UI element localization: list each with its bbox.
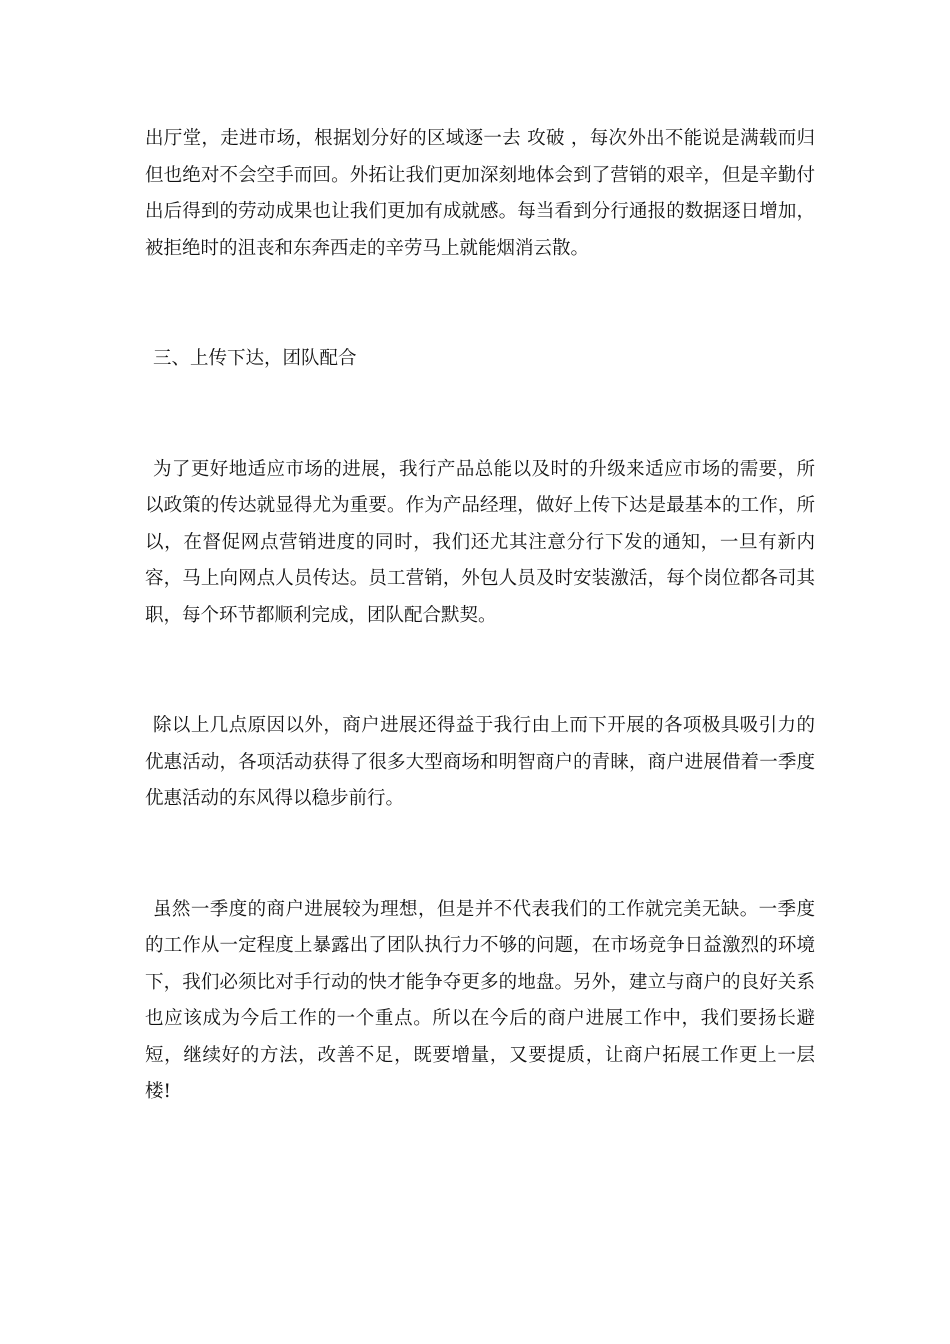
paragraph-policy-communication: 为了更好地适应市场的进展，我行产品总能以及时的升级来适应市场的需要，所以政策的传达就显得尤为重要。作为产品经理，做好上传下达是最基本的工作，所以，在督促网点营销进度的同时，我们还尤其注意分行下发的通知，一旦有新内容，马上向网点人员传达。员工营销，外包人员及时安装激活，每个岗位都各司其职，每个环节都顺利完成，团队配合默契。 [145,458,815,626]
paragraph-promotions: 除以上几点原因以外，商户进展还得益于我行由上而下开展的各项极具吸引力的优惠活动，各项活动获得了很多大型商场和明智商户的青睐，商户进展借着一季度优惠活动的东风得以稳步前行。 [145,715,815,809]
paragraph-gap [145,378,815,452]
document-page [145,121,815,1111]
paragraph-summary-outlook: 虽然一季度的商户进展较为理想，但是并不代表我们的工作就完美无缺。一季度的工作从一定程度上暴露出了团队执行力不够的问题，在市场竞争日益激烈的环境下，我们必须比对手行动的快才能争夺更多的地盘。另外，建立与商户的良好关系也应该成为今后工作的一个重点。所以在今后的商户进展工作中，我们要扬长避短，继续好的方法，改善不足，既要增量，又要提质，让商户拓展工作更上一层楼! [145,898,815,1102]
paragraph-gap [145,634,815,708]
section-heading-team-cooperation: 三、上传下达，团队配合 [153,348,357,369]
paragraph-gap [145,267,815,341]
paragraph-marketing-outreach: 出厅堂，走进市场，根据划分好的区域逐一去 攻破 ，每次外出不能说是满载而归但也绝对不会空手而回。外拓让我们更加深刻地体会到了营销的艰辛，但是辛勤付出后得到的劳动成果也让我们更加有成就感。每当看到分行通报的数据逐日增加，被拒绝时的沮丧和东奔西走的辛劳马上就能烟消云散。 [145,128,815,259]
paragraph-gap [145,818,815,892]
